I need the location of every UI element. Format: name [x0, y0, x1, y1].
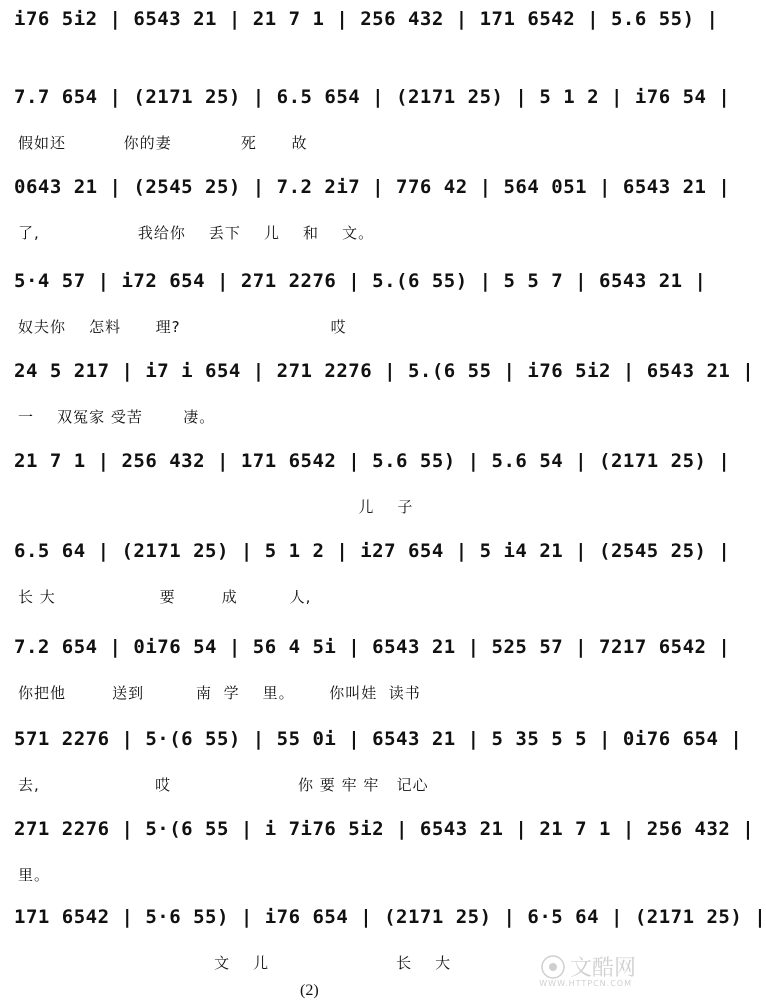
- flower-logo-icon: [540, 954, 566, 980]
- lyrics-line: 一 双冤家 受苦 凄。: [18, 408, 216, 426]
- lyrics-line: 假如还 你的妻 死 故: [18, 134, 308, 152]
- jianpu-notes: 5·4 57 | i72 654 | 271 2276 | 5.(6 55) | 5 5 7 | 6543 21 |: [14, 270, 707, 292]
- jianpu-notes: 271 2276 | 5·(6 55 | i 7i76 5i2 | 6543 21 | 21 7 1 | 256 432 |: [14, 818, 755, 840]
- watermark-text: 文酷网: [569, 956, 636, 981]
- jianpu-notes: 24 5 217 | i7 i 654 | 271 2276 | 5.(6 55 | i76 5i2 | 6543 21 |: [14, 360, 755, 382]
- jianpu-notes: 7.7 654 | (2171 25) | 6.5 654 | (2171 25) | 5 1 2 | i76 54 |: [14, 86, 731, 108]
- lyrics-line: 长 大 要 成 人,: [18, 588, 312, 606]
- lyrics-line: 文 儿 长 大: [18, 954, 452, 972]
- jianpu-notes: 571 2276 | 5·(6 55) | 55 0i | 6543 21 | 5 35 5 5 | 0i76 654 |: [14, 728, 743, 750]
- jianpu-notes: 171 6542 | 5·6 55) | i76 654 | (2171 25) | 6·5 64 | (2171 25) |: [14, 906, 766, 928]
- page-number: (2): [300, 982, 319, 999]
- lyrics-line: 里。: [18, 866, 51, 884]
- jianpu-notes: 6.5 64 | (2171 25) | 5 1 2 | i27 654 | 5 i4 21 | (2545 25) |: [14, 540, 731, 562]
- lyrics-line: 你把他 送到 南 学 里。 你叫娃 读书: [18, 684, 421, 702]
- jianpu-notes: 21 7 1 | 256 432 | 171 6542 | 5.6 55) | 5.6 54 | (2171 25) |: [14, 450, 731, 472]
- jianpu-notes: i76 5i2 | 6543 21 | 21 7 1 | 256 432 | 171 6542 | 5.6 55) |: [14, 8, 719, 30]
- lyrics-line: 了, 我给你 丢下 儿 和 文。: [18, 224, 375, 242]
- watermark-url: WWW.HTTPCN.COM: [539, 979, 632, 988]
- jianpu-notes: 0643 21 | (2545 25) | 7.2 2i7 | 776 42 | 564 051 | 6543 21 |: [14, 176, 731, 198]
- watermark: [539, 951, 636, 988]
- jianpu-notes: 7.2 654 | 0i76 54 | 56 4 5i | 6543 21 | 525 57 | 7217 6542 |: [14, 636, 731, 658]
- lyrics-line: 儿 子: [18, 498, 414, 516]
- lyrics-line: 奴夫你 怎料 理? 哎: [18, 318, 347, 336]
- lyrics-line: 去, 哎 你 要 牢 牢 记心: [18, 776, 429, 794]
